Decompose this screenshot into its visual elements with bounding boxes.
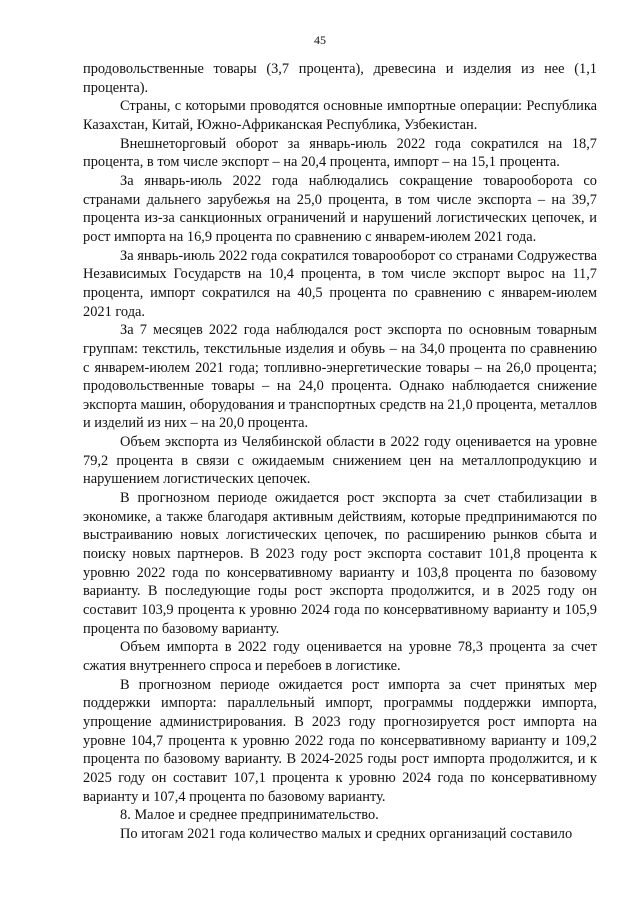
document-body [83, 60, 597, 844]
paragraph: За январь-июль 2022 года наблюдались сокращение товарооборота со странами дальнего зарубежья на 25,0 процента, в том числе экспорта – на 39,7 процента из-за санкционных ограничений и нарушений логистических цепочек, и рост импорта на 16,9 процента по сравнению с январем-июлем 2021 года. [83, 172, 597, 245]
paragraph: Объем импорта в 2022 году оценивается на уровне 78,3 процента за счет сжатия внутреннего спроса и перебоев в логистике. [83, 639, 597, 674]
page-number: 45 [314, 33, 326, 47]
paragraph: В прогнозном периоде ожидается рост экспорта за счет стабилизации в экономике, а также благодаря активным действиям, которые предпринимаются по выстраиванию новых логистических цепочек, по расширению рынков сбыта и поиску новых партнеров. В 2023 году рост экспорта составит 101,8 процента к уровню 2022 года по консервативному варианту и 103,8 процента по базовому варианту. В последующие годы рост экспорта продолжится, и в 2025 году он составит 103,9 процента к уровню 2024 года по консервативному варианту и 105,9 процента по базовому варианту. [83, 490, 597, 637]
paragraph: За 7 месяцев 2022 года наблюдался рост экспорта по основным товарным группам: текстиль, текстильные изделия и обувь – на 34,0 процента по сравнению с январем-июлем 2021 года; топливно-энергетические товары – на 26,0 процента; продовольственные товары – на 24,0 процента. Однако наблюдается снижение экспорта машин, оборудования и транспортных средств на 21,0 процента, металлов и изделий из них – на 20,0 процента. [83, 322, 597, 432]
paragraph: За январь-июль 2022 года сократился товарооборот со странами Содружества Независимых Государств на 10,4 процента, в том числе экспорт вырос на 11,7 процента, импорт сократился на 40,5 процента по сравнению с январем-июлем 2021 года. [83, 247, 597, 320]
paragraph: Объем экспорта из Челябинской области в 2022 году оценивается на уровне 79,2 процента в связи с ожидаемым снижением цен на металлопродукцию и нарушением логистических цепочек. [83, 434, 597, 488]
paragraph: В прогнозном периоде ожидается рост импорта за счет принятых мер поддержки импорта: параллельный импорт, программы поддержки импорта, упрощение администрирования. В 2023 году прогнозируется рост импорта на уровне 104,7 процента к уровню 2022 года по консервативному варианту и 109,2 процента по базовому варианту. В 2024-2025 годы рост импорта продолжится, и к 2025 году он составит 107,1 процента к уровню 2024 года по консервативному варианту и 107,4 процента по базовому варианту. [83, 676, 597, 805]
paragraph: продовольственные товары (3,7 процента), древесина и изделия из нее (1,1 процента). [83, 61, 597, 96]
section-heading: 8. Малое и среднее предпринимательство. [120, 807, 379, 824]
paragraph: Страны, с которыми проводятся основные импортные операции: Республика Казахстан, Китай, Южно-Африканская Республика, Узбекистан. [83, 98, 597, 133]
paragraph: По итогам 2021 года количество малых и средних организаций составило [120, 825, 573, 842]
paragraph: Внешнеторговый оборот за январь-июль 2022 года сократился на 18,7 процента, в том числе экспорт – на 20,4 процента, импорт – на 15,1 процента. [83, 135, 597, 171]
